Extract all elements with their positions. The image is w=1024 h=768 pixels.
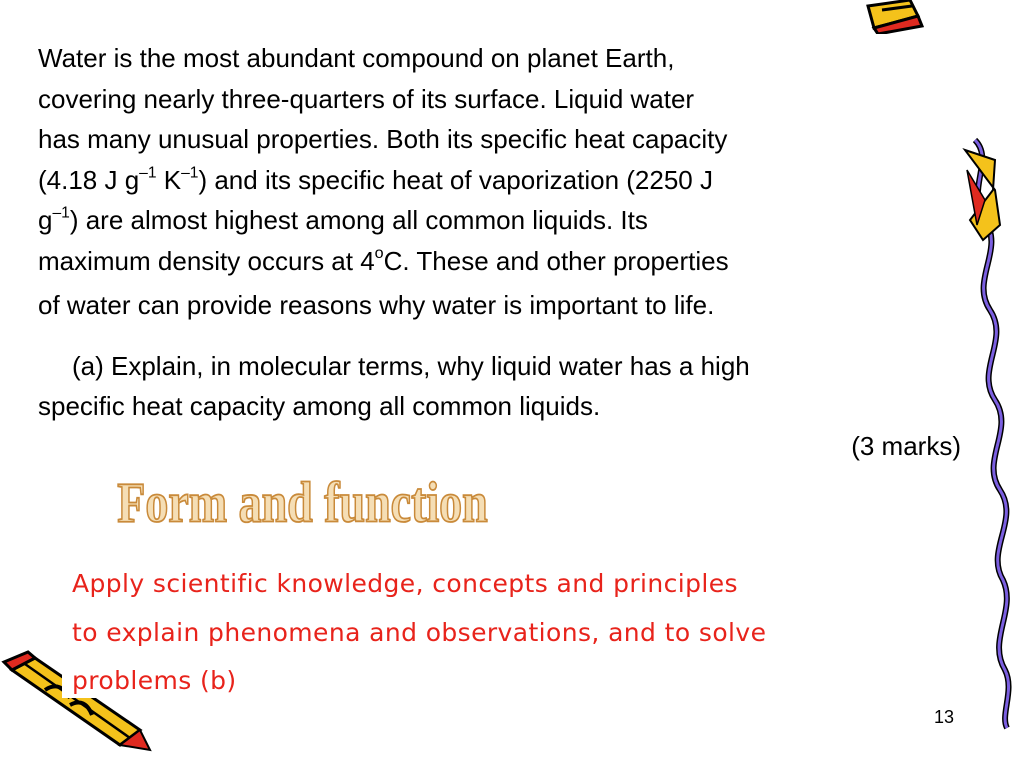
objective-text bbox=[72, 560, 962, 706]
paragraph-line: $g^{-1}$) are almost highest among all common liquids. Its bbox=[38, 204, 648, 235]
wordart-title bbox=[113, 470, 493, 540]
question-a bbox=[38, 346, 963, 426]
objective-line: problems (b) bbox=[72, 666, 237, 695]
question-line: (a) Explain, in molecular terms, why liquid water has a high bbox=[72, 351, 750, 381]
marks-label: (3 marks) bbox=[851, 431, 961, 461]
purple-squiggle-border bbox=[955, 130, 1024, 730]
paragraph-line: covering nearly three-quarters of its surface. Liquid water bbox=[38, 83, 695, 114]
paragraph-line: of water can provide reasons why water is important to life. bbox=[38, 290, 715, 320]
objective-line: Apply scientific knowledge, concepts and principles bbox=[72, 569, 738, 598]
objective-line: to explain phenomena and observations, and to solve bbox=[72, 617, 767, 647]
intro-paragraph bbox=[38, 38, 963, 326]
pencil-top-icon bbox=[860, 0, 930, 34]
paragraph-line: Water is the most abundant compound on planet Earth, bbox=[38, 43, 675, 73]
paragraph-line: maximum density occurs at 4$^o$C. These and other properties bbox=[38, 243, 729, 276]
page-number: 13 bbox=[933, 707, 954, 727]
wordart-text: Form and function bbox=[117, 472, 488, 536]
paragraph-line: (4.18 J $g^{-1}$ $K^{-1}$) and its specific heat of vaporization (2250 J bbox=[38, 163, 713, 195]
paragraph-line: has many unusual properties. Both its specific heat capacity bbox=[38, 124, 728, 154]
question-line: specific heat capacity among all common liquids. bbox=[38, 391, 601, 421]
